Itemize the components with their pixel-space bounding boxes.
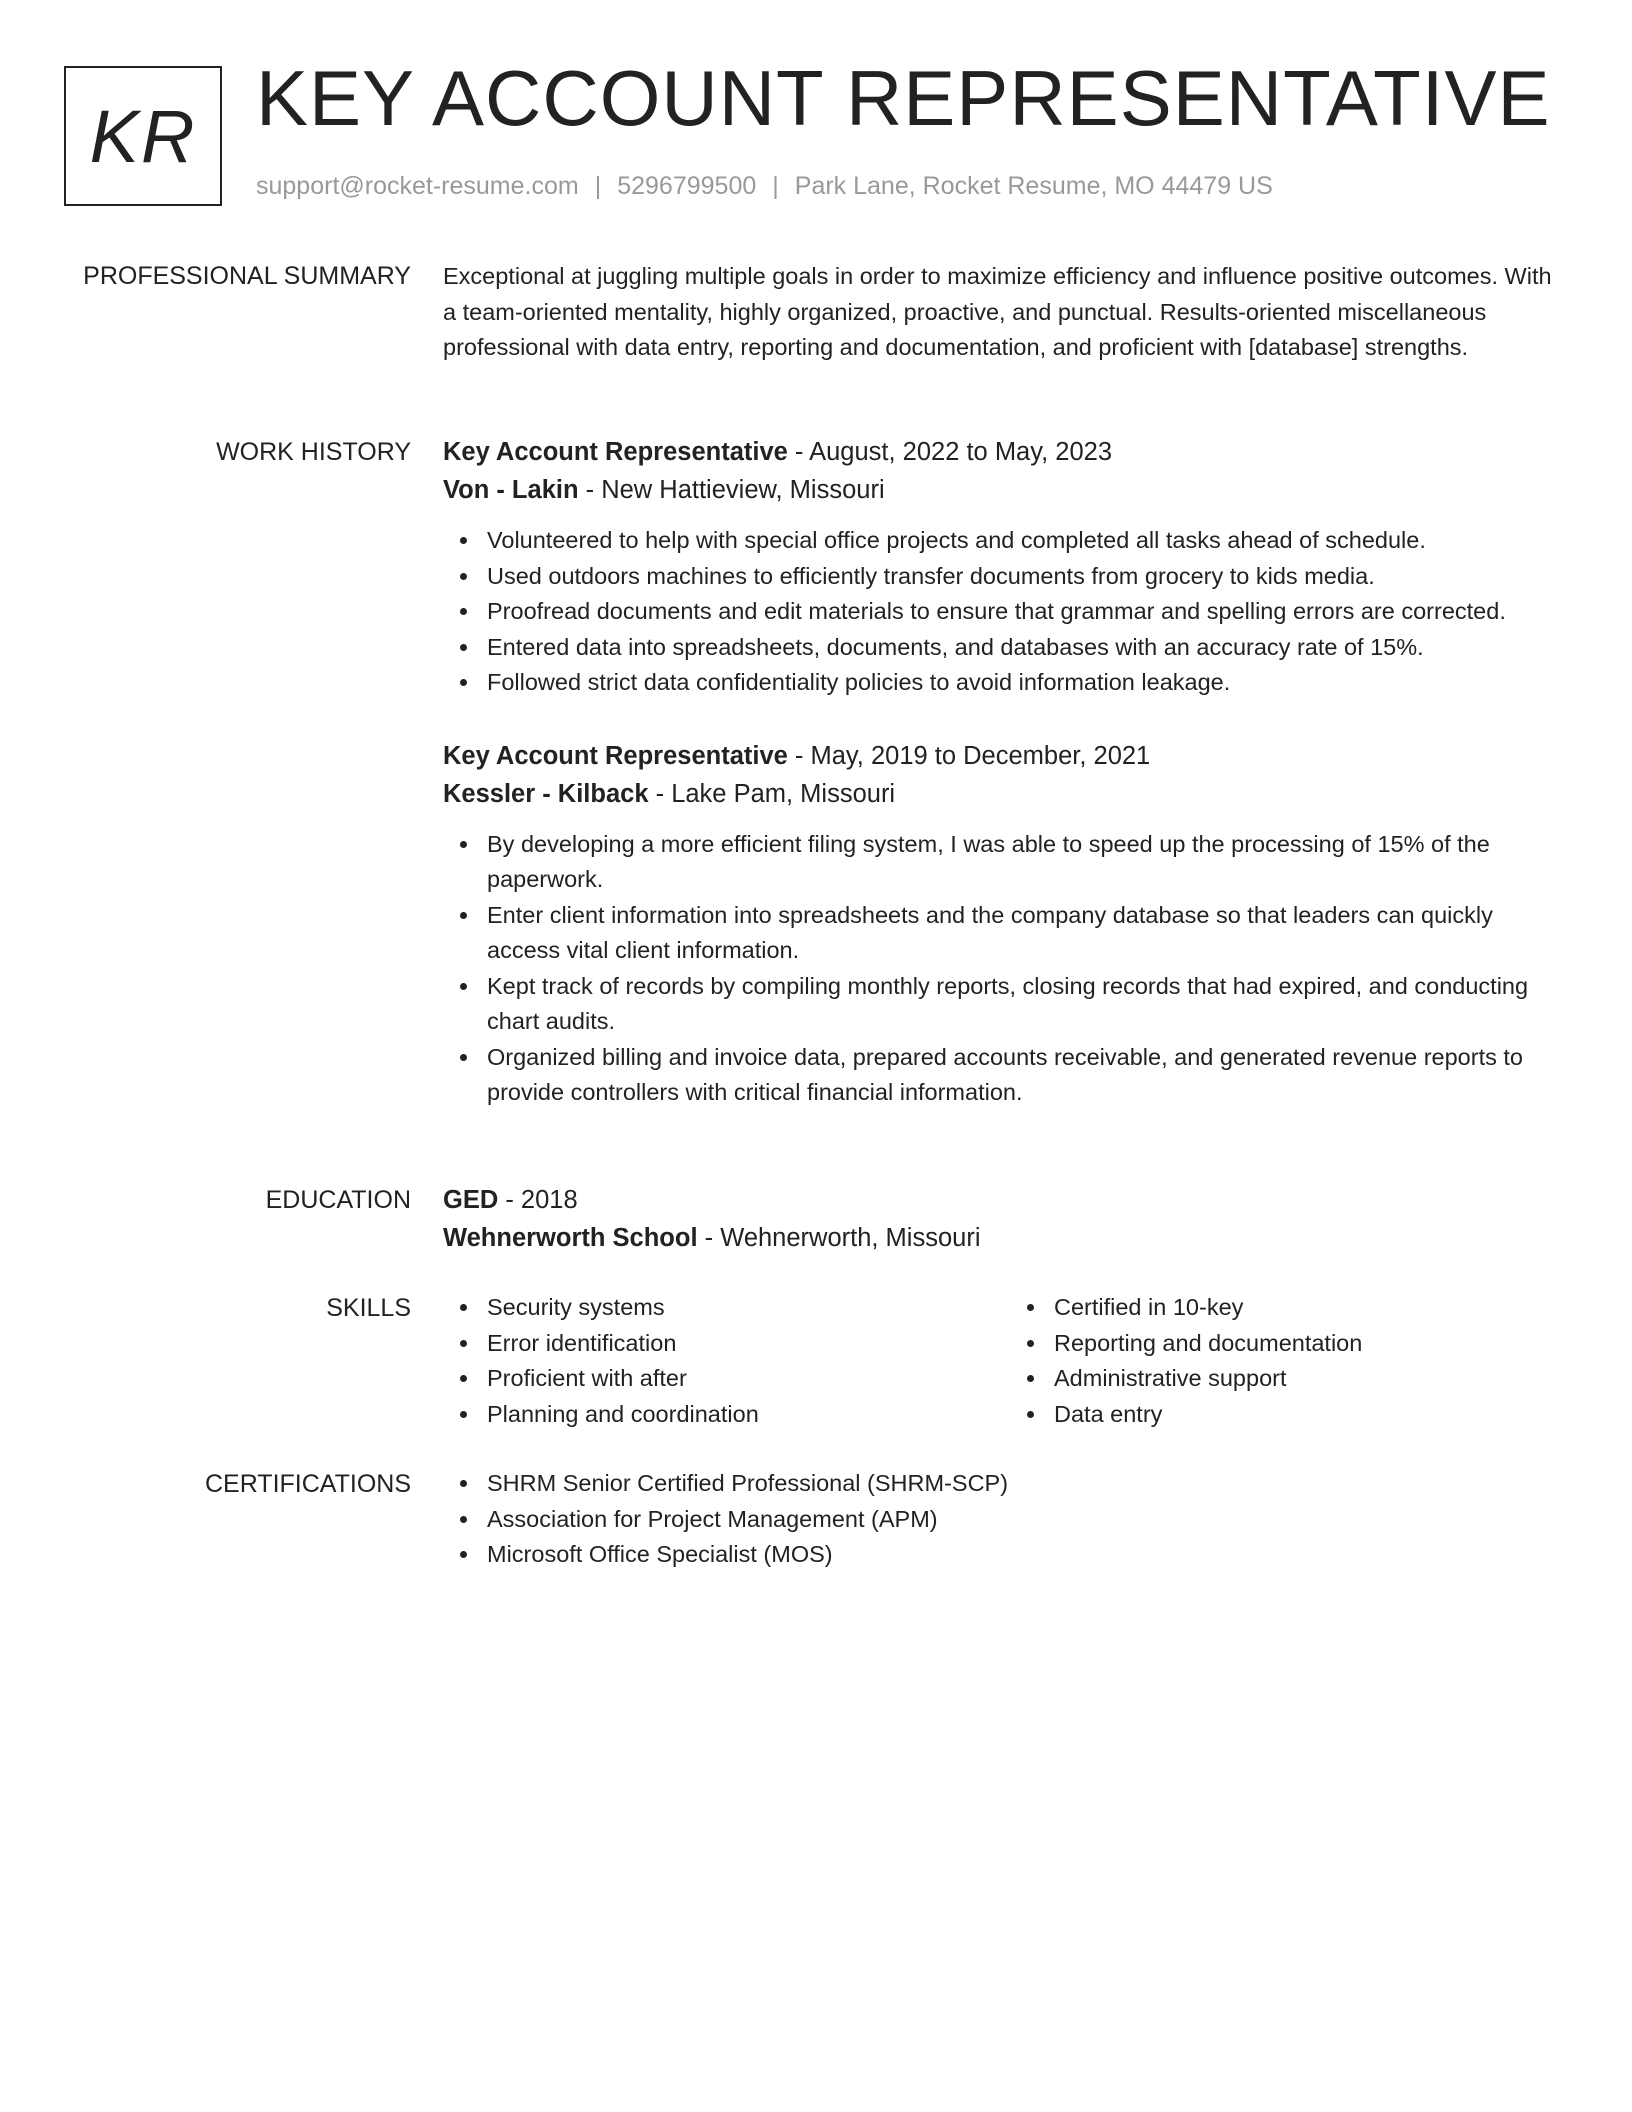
list-item: Association for Project Management (APM) [487, 1502, 1553, 1538]
contact-line [256, 172, 1273, 201]
job-dates: - May, 2019 to December, 2021 [787, 741, 1151, 770]
job-entry [443, 433, 1553, 701]
section-label-certifications: CERTIFICATIONS [204, 1470, 411, 1498]
contact-address: Park Lane, Rocket Resume, MO 44479 US [794, 172, 1273, 200]
education-school-line [443, 1219, 1553, 1257]
list-item: Proficient with after [487, 1361, 1010, 1397]
skills-list-right [1010, 1290, 1553, 1432]
job-title: Key Account Representative [443, 741, 788, 770]
work-history-body [443, 433, 1553, 1111]
job-location: - Lake Pam, Missouri [648, 779, 896, 808]
summary-text: Exceptional at juggling multiple goals in order to maximize efficiency and influence positive outcomes. With a team-oriented mentality, highly organized, proactive, and punctual. Results-oriented miscellaneous professional with data entry, reporting and documentation, and proficient with [database] strengths. [443, 263, 1552, 360]
list-item: Certified in 10-key [1054, 1290, 1553, 1326]
job-company-line [443, 471, 1553, 509]
list-item: Proofread documents and edit materials to ensure that grammar and spelling errors are corrected. [487, 594, 1553, 630]
list-item: Administrative support [1054, 1361, 1553, 1397]
education-year: - 2018 [498, 1186, 578, 1214]
job-bullets [443, 827, 1553, 1111]
section-label-summary: PROFESSIONAL SUMMARY [83, 262, 411, 290]
job-entry [443, 737, 1553, 1111]
list-item: Enter client information into spreadsheets and the company database so that leaders can quickly access vital client information. [487, 898, 1553, 969]
job-title-line [443, 737, 1553, 775]
contact-separator: | [594, 172, 602, 200]
contact-phone[interactable]: 5296799500 [617, 172, 757, 200]
skills-columns [443, 1290, 1553, 1432]
list-item: Error identification [487, 1326, 1010, 1362]
list-item: Planning and coordination [487, 1397, 1010, 1433]
certifications-body [443, 1466, 1553, 1573]
section-label-work-history: WORK HISTORY [216, 438, 411, 466]
education-degree-line [443, 1181, 1553, 1219]
list-item: By developing a more efficient filing system, I was able to speed up the processing of 15% of the paperwork. [487, 827, 1553, 898]
education-school: Wehnerworth School [443, 1224, 698, 1252]
list-item: Volunteered to help with special office projects and completed all tasks ahead of schedule. [487, 523, 1553, 559]
job-company: Von - Lakin [443, 476, 579, 504]
list-item: Used outdoors machines to efficiently transfer documents from grocery to kids media. [487, 559, 1553, 595]
list-item: Data entry [1054, 1397, 1553, 1433]
job-dates: - August, 2022 to May, 2023 [787, 438, 1112, 466]
job-title: Key Account Representative [443, 438, 788, 466]
job-company: Kessler - Kilback [443, 779, 649, 808]
education-degree: GED [443, 1186, 499, 1214]
education-body [443, 1181, 1553, 1257]
section-label-education: EDUCATION [265, 1186, 411, 1214]
certifications-list [443, 1466, 1553, 1573]
list-item: Security systems [487, 1290, 1010, 1326]
section-label-skills: SKILLS [326, 1294, 411, 1322]
list-item: Kept track of records by compiling monthly reports, closing records that had expired, and conducting chart audits. [487, 969, 1553, 1040]
skills-list-left [443, 1290, 1010, 1432]
list-item: Reporting and documentation [1054, 1326, 1553, 1362]
page-title: KEY ACCOUNT REPRESENTATIVE [256, 54, 1551, 142]
summary-body [443, 259, 1553, 366]
list-item: SHRM Senior Certified Professional (SHRM-SCP) [487, 1466, 1553, 1502]
list-item: Microsoft Office Specialist (MOS) [487, 1537, 1553, 1573]
job-bullets [443, 523, 1553, 701]
contact-separator: | [772, 172, 779, 200]
job-location: - New Hattieview, Missouri [578, 476, 885, 504]
monogram-logo: KR [64, 66, 222, 206]
contact-email[interactable]: support@rocket-resume.com [256, 172, 579, 200]
job-title-line [443, 433, 1553, 471]
list-item: Entered data into spreadsheets, documents, and databases with an accuracy rate of 15%. [487, 630, 1553, 666]
education-location: - Wehnerworth, Missouri [697, 1224, 981, 1252]
job-company-line [443, 775, 1553, 813]
skills-body [443, 1290, 1553, 1432]
list-item: Followed strict data confidentiality policies to avoid information leakage. [487, 665, 1553, 701]
list-item: Organized billing and invoice data, prepared accounts receivable, and generated revenue reports to provide controllers with critical financial information. [487, 1040, 1553, 1111]
